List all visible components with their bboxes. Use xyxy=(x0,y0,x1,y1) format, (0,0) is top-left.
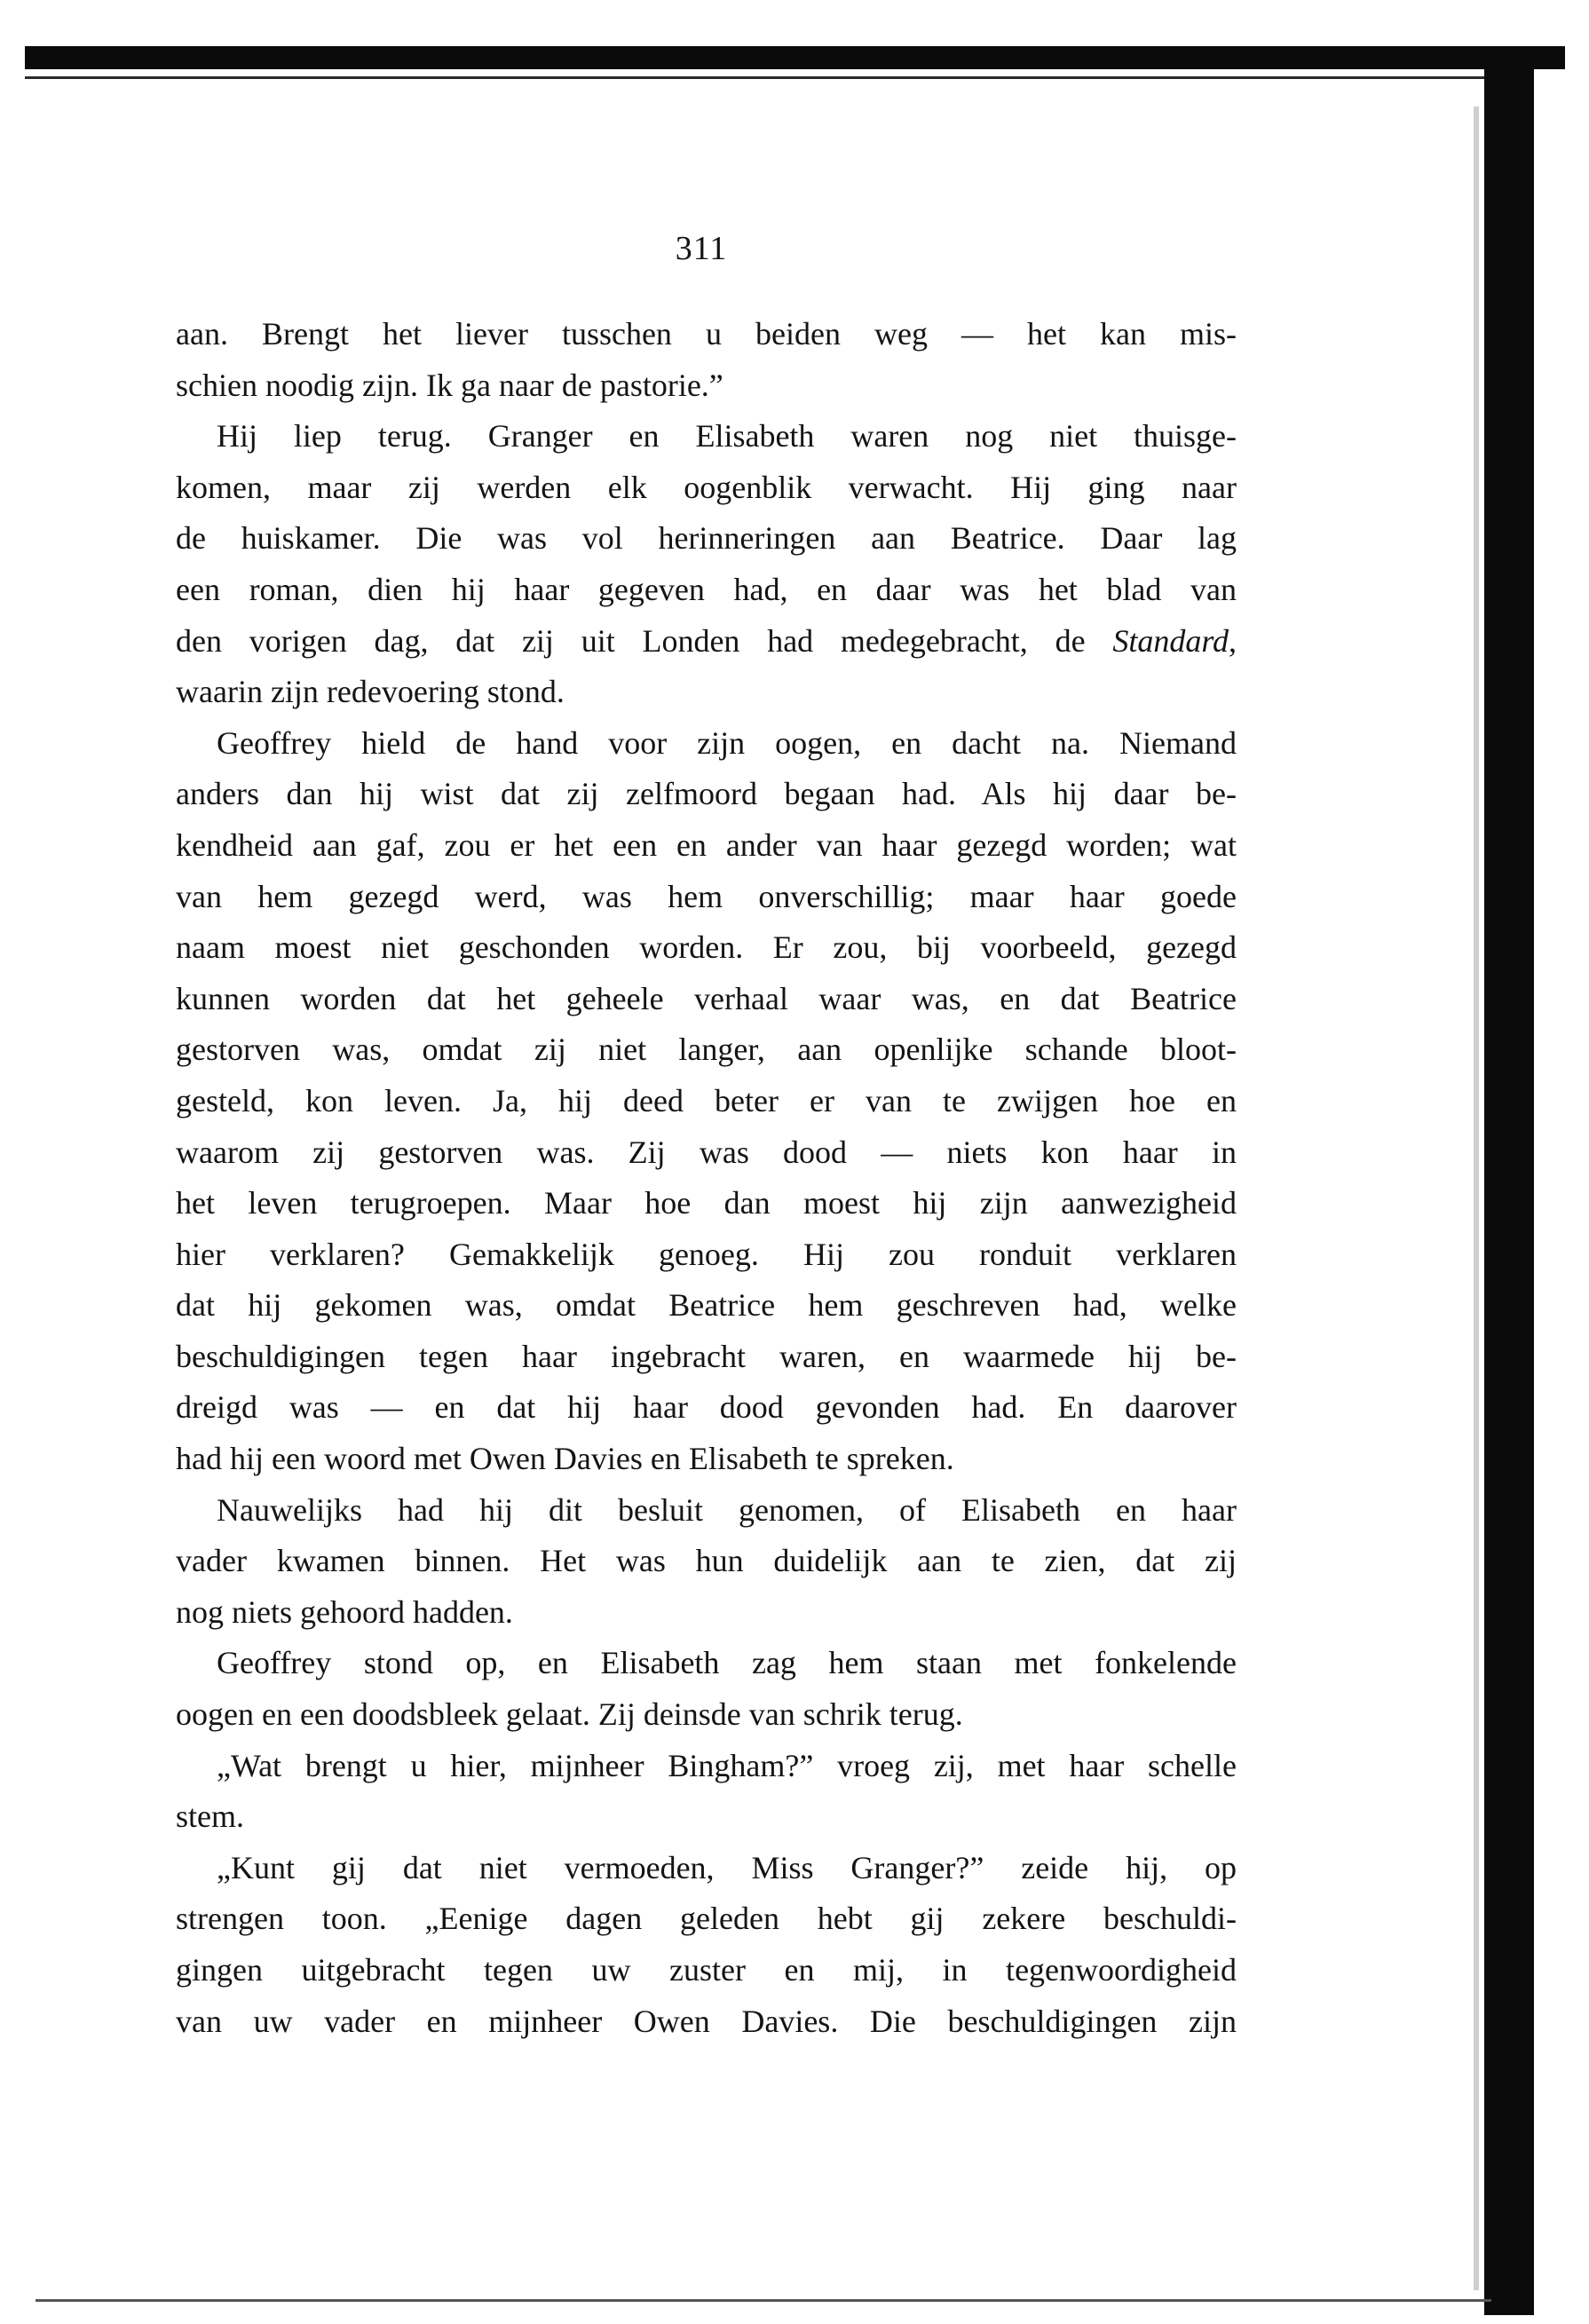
text-line xyxy=(176,872,1237,923)
text-line xyxy=(176,1024,1237,1076)
text-line xyxy=(176,411,1237,462)
text-line-content: de huiskamer. Die was vol herinneringen aan Beatrice. Daar lag xyxy=(176,520,1237,557)
text-line xyxy=(176,1893,1237,1945)
text-line-content: beschuldigingen tegen haar ingebracht waren, en waarmede hij be- xyxy=(176,1338,1237,1374)
text-line xyxy=(176,1791,1237,1843)
text-line-content: strengen toon. „Eenige dagen geleden hebt gij zekere beschuldi- xyxy=(176,1901,1237,1937)
text-line xyxy=(176,820,1237,872)
text-line-content: vader kwamen binnen. Het was hun duidelijk aan te zien, dat zij xyxy=(176,1543,1237,1579)
text-line-content: kendheid aan gaf, zou er het een en ander van haar gezegd worden; wat xyxy=(176,826,1237,863)
text-line xyxy=(176,1382,1237,1434)
text-line xyxy=(176,1178,1237,1229)
scan-rule-bottom xyxy=(36,2299,1491,2302)
scan-border-top xyxy=(25,46,1565,69)
text-line-content: „Wat brengt u hier, mijnheer Bingham?” vroeg zij, met haar schelle xyxy=(217,1747,1237,1783)
text-line xyxy=(176,1485,1237,1537)
text-line-content: anders dan hij wist dat zij zelfmoord begaan had. Als hij daar be- xyxy=(176,776,1237,812)
text-line xyxy=(176,667,1237,718)
text-line-content: Hij liep terug. Granger en Elisabeth waren nog niet thuisge- xyxy=(217,418,1237,455)
text-line xyxy=(176,974,1237,1025)
text-line-content: dreigd was — en dat hij haar dood gevonden had. En daarover xyxy=(176,1389,1237,1426)
text-line xyxy=(176,1127,1237,1179)
text-line-content: kunnen worden dat het geheele verhaal waar was, en dat Beatrice xyxy=(176,980,1237,1016)
text-line-content: gesteld, kon leven. Ja, hij deed beter er van te zwijgen hoe en xyxy=(176,1082,1237,1119)
text-line-content: oogen en een doodsbleek gelaat. Zij deinsde van schrik terug. xyxy=(176,1696,963,1733)
text-line xyxy=(176,718,1237,770)
text-line-content: Geoffrey hield de hand voor zijn oogen, en dacht na. Niemand xyxy=(217,724,1237,761)
text-line-content: waarom zij gestorven was. Zij was dood — niets kon haar in xyxy=(176,1134,1237,1170)
text-line xyxy=(176,462,1237,514)
text-line xyxy=(176,1229,1237,1281)
punctuation: , xyxy=(1229,622,1237,659)
text-line-content: gingen uitgebracht tegen uw zuster en mij, in tegenwoordigheid xyxy=(176,1952,1237,1988)
text-line-content: Nauwelijks had hij dit besluit genomen, of Elisabeth en haar xyxy=(217,1491,1237,1528)
text-line-content: schien noodig zijn. Ik ga naar de pastorie.” xyxy=(176,367,723,403)
text-line xyxy=(176,1536,1237,1587)
scan-rule-top xyxy=(25,76,1534,79)
italic-title: Standard xyxy=(1112,622,1229,659)
text-line xyxy=(176,1689,1237,1741)
text-line-content: een roman, dien hij haar gegeven had, en daar was het blad van xyxy=(176,571,1237,607)
text-line-content: hier verklaren? Gemakkelijk genoeg. Hij zou ronduit verklaren xyxy=(176,1236,1237,1272)
text-line xyxy=(176,1076,1237,1127)
page-number: 311 xyxy=(675,230,728,267)
text-line-content: het leven terugroepen. Maar hoe dan moest hij zijn aanwezigheid xyxy=(176,1185,1237,1221)
text-line-content: nog niets gehoord hadden. xyxy=(176,1593,513,1630)
text-line-content: „Kunt gij dat niet vermoeden, Miss Granger?” zeide hij, op xyxy=(217,1849,1237,1885)
text-line xyxy=(176,1280,1237,1332)
body-text xyxy=(176,309,1237,2047)
text-line xyxy=(176,309,1237,360)
text-line xyxy=(176,1741,1237,1792)
text-line xyxy=(176,922,1237,974)
text-line xyxy=(176,360,1237,412)
text-line xyxy=(176,1638,1237,1689)
text-line-content: had hij een woord met Owen Davies en Elisabeth te spreken. xyxy=(176,1441,954,1477)
text-line-content: Geoffrey stond op, en Elisabeth zag hem staan met fonkelende xyxy=(217,1645,1237,1681)
text-line-content: gestorven was, omdat zij niet langer, aan openlijke schande bloot- xyxy=(176,1032,1237,1068)
scan-shadow-right xyxy=(1474,107,1479,2290)
text-line xyxy=(176,1434,1237,1485)
text-line-content: komen, maar zij werden elk oogenblik verwacht. Hij ging naar xyxy=(176,469,1237,505)
text-line xyxy=(176,769,1237,820)
text-line-content: den vorigen dag, dat zij uit Londen had medegebracht, de xyxy=(176,622,1113,659)
text-line-content: waarin zijn redevoering stond. xyxy=(176,674,565,710)
text-line-content: van hem gezegd werd, was hem onverschillig; maar haar goede xyxy=(176,878,1237,914)
text-line-content: van uw vader en mijnheer Owen Davies. Die beschuldigingen zijn xyxy=(176,2003,1237,2039)
text-line-content: stem. xyxy=(176,1798,244,1835)
text-line xyxy=(176,1945,1237,1996)
text-line xyxy=(176,513,1237,565)
text-line xyxy=(176,616,1237,668)
text-line-content: aan. Brengt het liever tusschen u beiden weg — het kan mis- xyxy=(176,316,1237,352)
text-line xyxy=(176,1587,1237,1639)
text-line-content: dat hij gekomen was, omdat Beatrice hem geschreven had, welke xyxy=(176,1287,1237,1324)
scan-border-right xyxy=(1484,53,1534,2315)
text-line-content: naam moest niet geschonden worden. Er zou, bij voorbeeld, gezegd xyxy=(176,929,1237,966)
text-line xyxy=(176,565,1237,616)
text-line xyxy=(176,1843,1237,1894)
text-line xyxy=(176,1996,1237,2048)
text-line xyxy=(176,1332,1237,1383)
